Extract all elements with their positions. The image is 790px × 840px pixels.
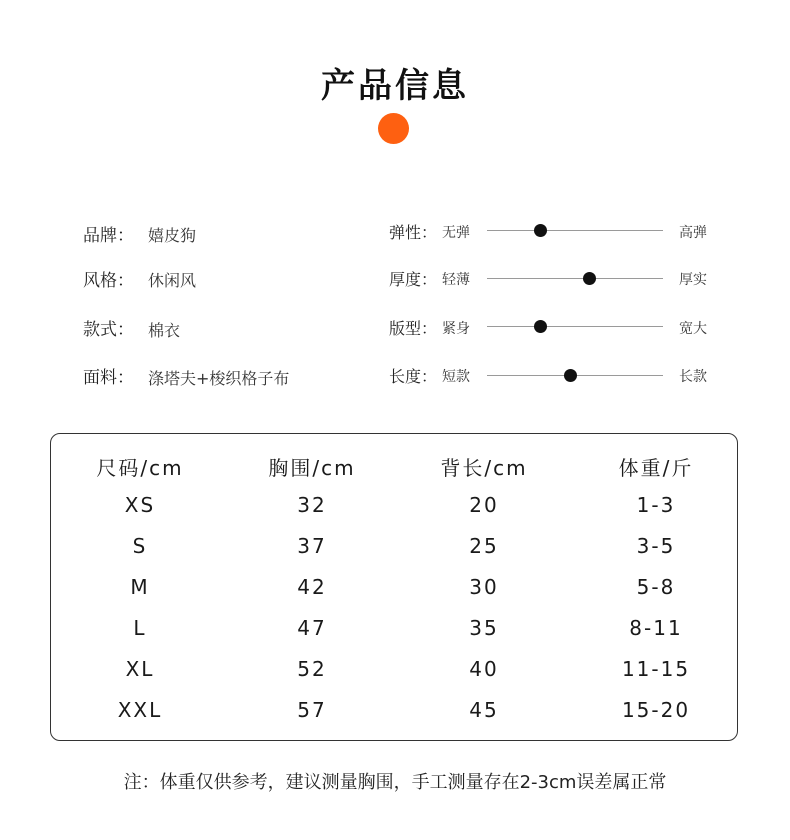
- scale-elasticity-track: [487, 230, 663, 231]
- table-cell: 1-3: [636, 493, 676, 517]
- attr-style-label: 风格：: [83, 271, 134, 291]
- table-cell: 57: [297, 698, 327, 722]
- table-cell: S: [132, 534, 148, 558]
- scale-fit-track: [487, 326, 663, 327]
- scale-elasticity-min: 无弹: [442, 225, 470, 241]
- header-size: 尺码/cm: [96, 456, 184, 480]
- accent-dot: [378, 113, 409, 144]
- attr-type-value: 棉衣: [148, 321, 181, 340]
- scale-length-track: [487, 375, 663, 376]
- table-cell: 15-20: [621, 698, 691, 722]
- scale-fit-min: 紧身: [442, 321, 470, 337]
- scale-fit-label: 版型：: [389, 319, 438, 338]
- table-cell: 32: [297, 493, 327, 517]
- table-cell: L: [133, 616, 147, 640]
- table-cell: 45: [469, 698, 499, 722]
- page-title: 产品信息: [321, 66, 469, 106]
- attr-fabric-value: 涤塔夫+梭织格子布: [148, 369, 290, 388]
- scale-thickness-label: 厚度：: [389, 270, 438, 289]
- scale-thickness-knob: [583, 272, 596, 285]
- attr-style-value: 休闲风: [148, 271, 197, 290]
- size-note: 注：体重仅供参考，建议测量胸围，手工测量存在2-3cm误差属正常: [123, 772, 667, 793]
- scale-length-min: 短款: [442, 369, 470, 385]
- header-chest: 胸围/cm: [268, 456, 356, 480]
- table-cell: M: [130, 575, 150, 599]
- scale-elasticity-knob: [534, 224, 547, 237]
- table-cell: 42: [297, 575, 327, 599]
- table-cell: 35: [469, 616, 499, 640]
- attr-fabric-label: 面料：: [83, 368, 134, 388]
- table-cell: 52: [297, 657, 327, 681]
- scale-thickness-track: [487, 278, 663, 279]
- scale-fit-knob: [534, 320, 547, 333]
- table-cell: XL: [125, 657, 155, 681]
- scale-length-knob: [564, 369, 577, 382]
- table-cell: 30: [469, 575, 499, 599]
- attr-brand-value: 嬉皮狗: [148, 226, 197, 245]
- table-cell: 20: [469, 493, 499, 517]
- scale-elasticity-label: 弹性：: [389, 223, 438, 242]
- table-cell: 25: [469, 534, 499, 558]
- table-cell: XS: [124, 493, 156, 517]
- table-cell: 47: [297, 616, 327, 640]
- scale-thickness-max: 厚实: [679, 272, 707, 288]
- table-cell: XXL: [117, 698, 163, 722]
- scale-thickness-min: 轻薄: [442, 272, 470, 288]
- header-weight: 体重/斤: [618, 456, 694, 480]
- table-cell: 8-11: [629, 616, 683, 640]
- table-cell: 3-5: [636, 534, 676, 558]
- table-cell: 11-15: [621, 657, 691, 681]
- table-cell: 37: [297, 534, 327, 558]
- header-back-length: 背长/cm: [440, 456, 528, 480]
- scale-fit-max: 宽大: [679, 321, 707, 337]
- attr-type-label: 款式：: [83, 320, 134, 340]
- scale-elasticity-max: 高弹: [679, 225, 707, 241]
- attr-brand-label: 品牌：: [83, 226, 134, 246]
- scale-length-max: 长款: [679, 369, 707, 385]
- size-table: [50, 433, 738, 741]
- scale-length-label: 长度：: [389, 367, 438, 386]
- table-cell: 40: [469, 657, 499, 681]
- table-cell: 5-8: [636, 575, 676, 599]
